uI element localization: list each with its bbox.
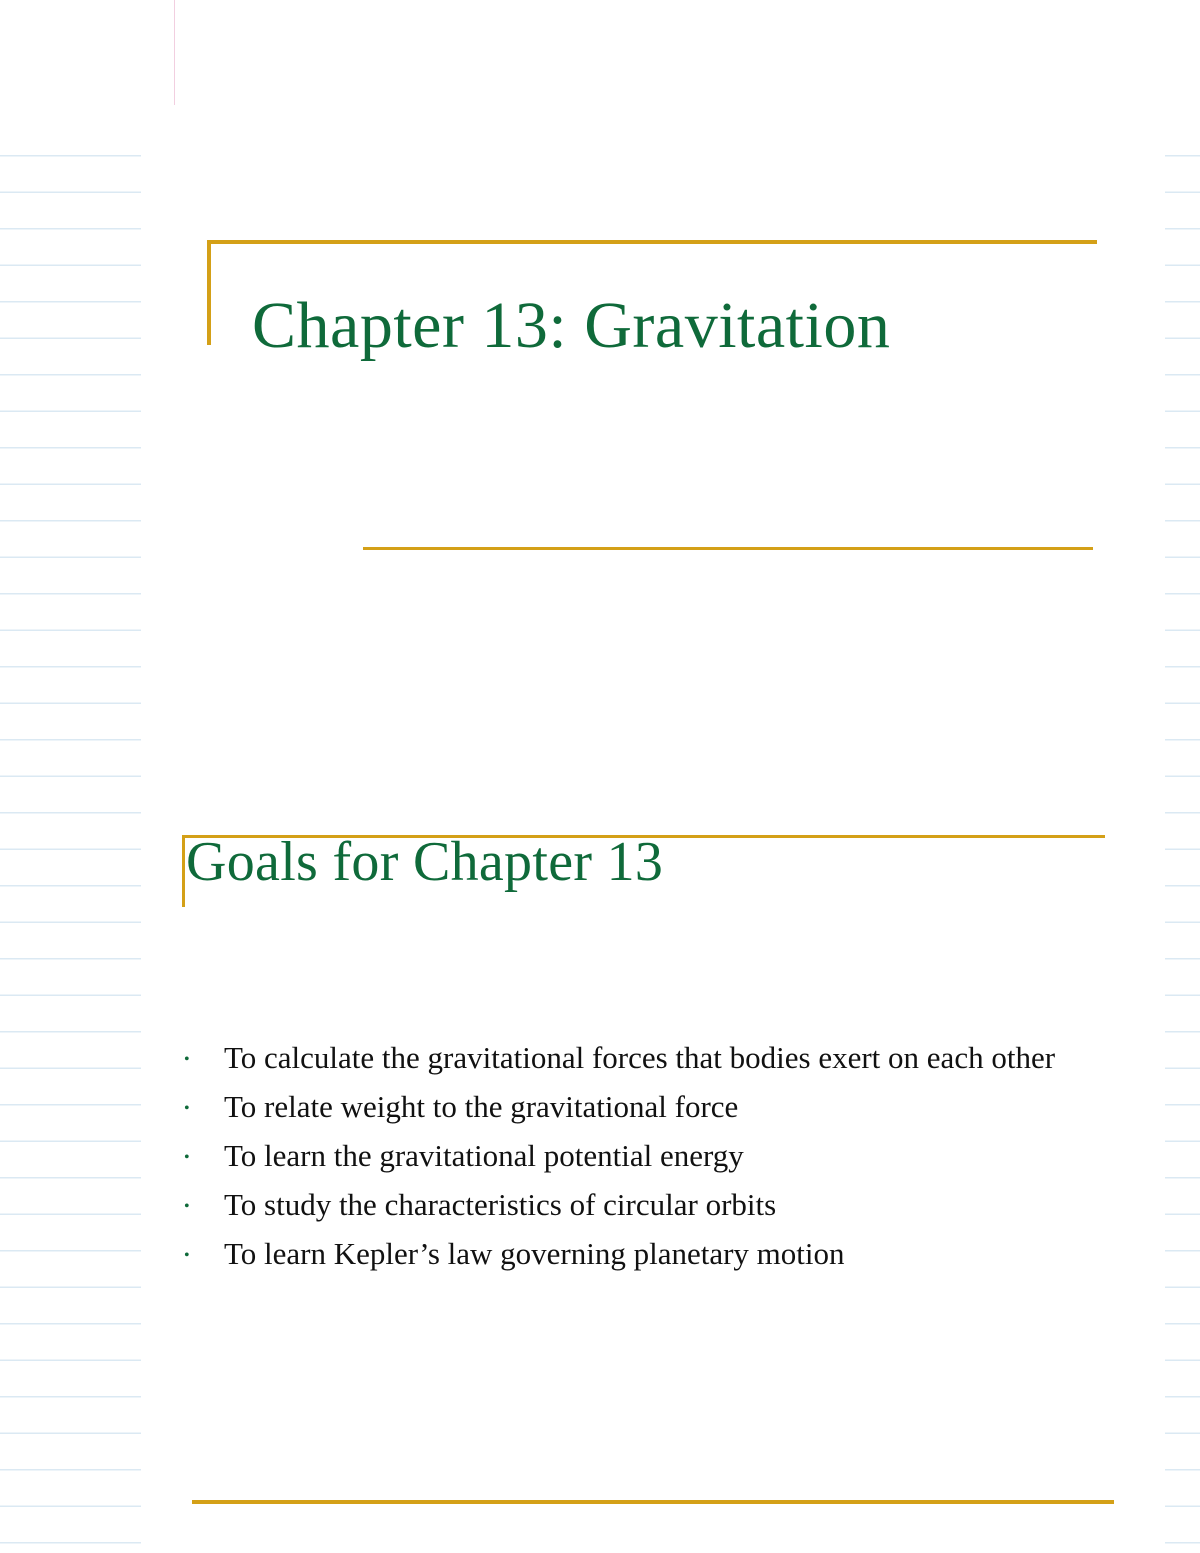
slide-1-bottom-rule xyxy=(363,547,1093,550)
goal-text: To learn the gravitational potential energy xyxy=(224,1138,744,1173)
bullet-icon: • xyxy=(184,1100,190,1117)
bullet-icon: • xyxy=(184,1198,190,1215)
slide-1-title: Chapter 13: Gravitation xyxy=(252,289,891,362)
margin-line xyxy=(174,0,175,105)
list-item xyxy=(184,1087,1084,1127)
list-item xyxy=(184,1234,1084,1274)
goal-text: To study the characteristics of circular orbits xyxy=(224,1187,777,1222)
slide-2-side-rule xyxy=(182,835,185,907)
slide-2-bottom-rule xyxy=(192,1500,1114,1504)
goal-text: To learn Kepler’s law governing planetary motion xyxy=(224,1236,845,1271)
goal-text: To relate weight to the gravitational force xyxy=(224,1089,739,1124)
bullet-icon: • xyxy=(184,1247,190,1264)
list-item xyxy=(184,1136,1084,1176)
ruled-margin-left xyxy=(0,120,141,1553)
ruled-margin-right xyxy=(1165,120,1200,1553)
slide-2-title: Goals for Chapter 13 xyxy=(186,831,664,893)
list-item xyxy=(184,1038,1084,1078)
bullet-icon: • xyxy=(184,1149,190,1166)
goal-text: To calculate the gravitational forces that bodies exert on each other xyxy=(224,1040,1056,1075)
slide-1-top-rule xyxy=(207,240,1097,244)
bullet-icon: • xyxy=(184,1051,190,1068)
slide-1-side-rule xyxy=(207,240,211,345)
goals-list xyxy=(184,1038,1084,1283)
list-item xyxy=(184,1185,1084,1225)
